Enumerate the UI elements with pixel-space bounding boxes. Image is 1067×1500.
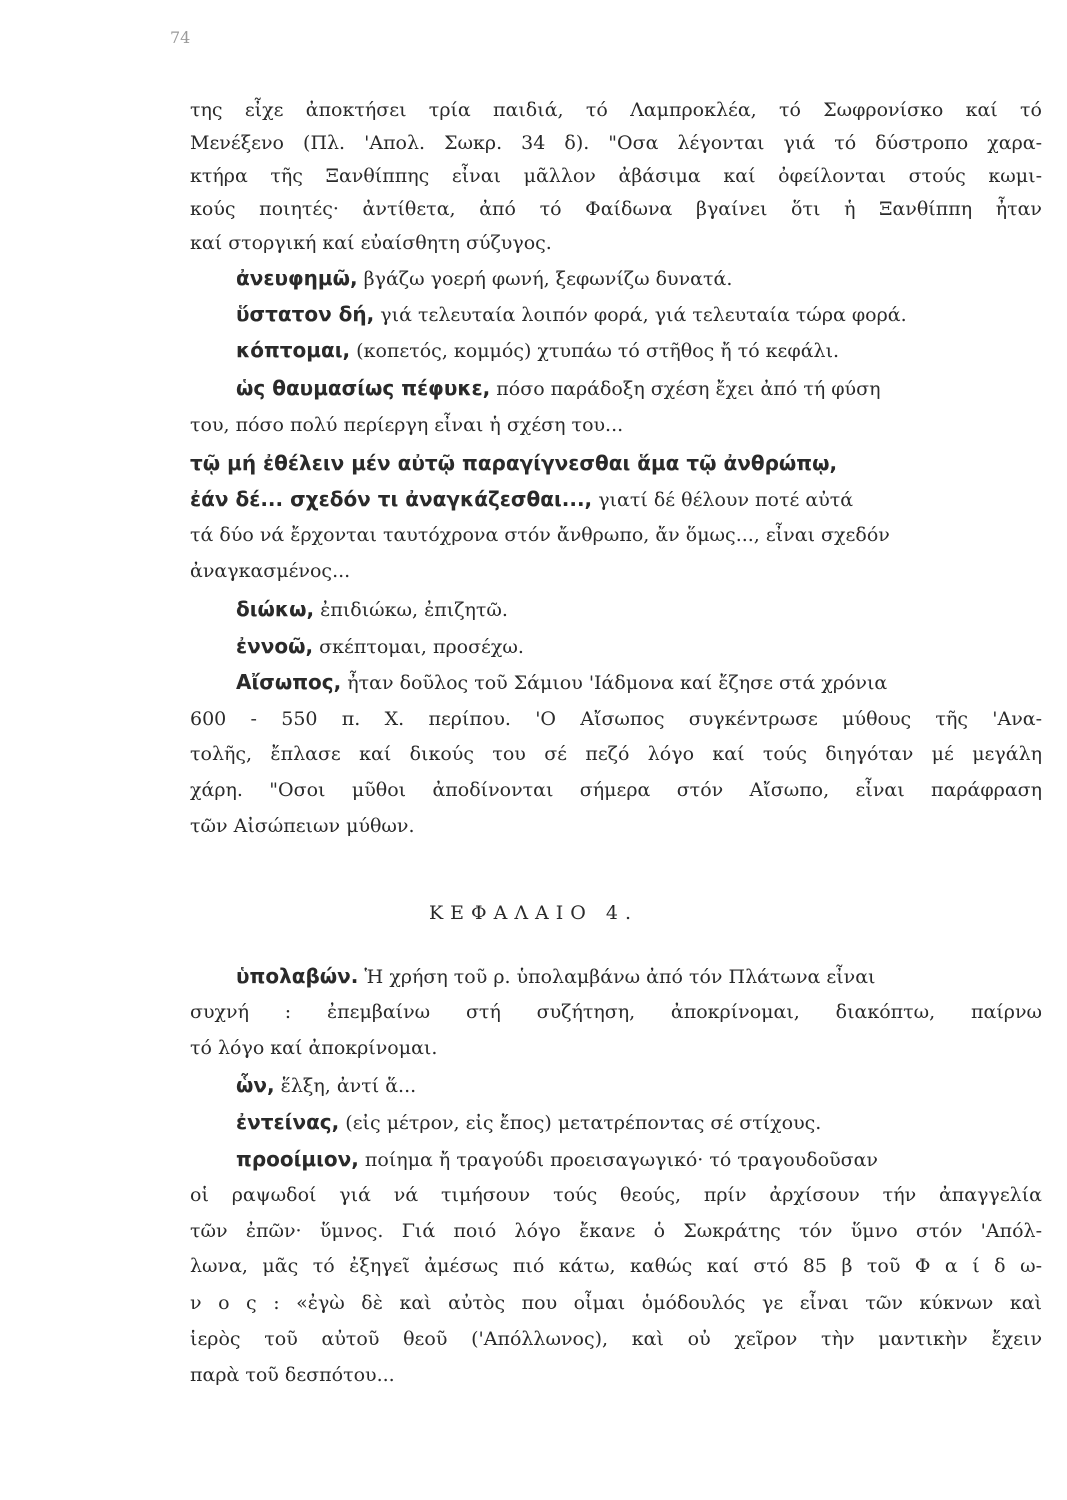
text-line: συχνή : ἐπεμβαίνω στή συζήτηση, ἀποκρίνομαι, διακόπτω, παίρνω	[190, 1001, 1042, 1023]
glossary-definition: (κοπετός, κομμός) χτυπάω τό στῆθος ἤ τό κεφάλι.	[350, 340, 840, 362]
chapter-heading: ΚΕΦΑΛΑΙΟ 4.	[428, 902, 639, 924]
glossary-term: ἐννοῶ,	[236, 634, 314, 658]
text-line: κούς ποιητές· ἀντίθετα, ἀπό τό Φαίδωνα βγαίνει ὅτι ἡ Ξανθίππη ἦταν	[190, 198, 1042, 220]
glossary-term: ἐντείνας,	[236, 1110, 340, 1134]
text-line: κτήρα τῆς Ξανθίππης εἶναι μᾶλλον ἀβάσιμα καί ὀφείλονται στούς κωμι-	[190, 165, 1042, 187]
text-line: τῶν ἐπῶν· ὕμνος. Γιά ποιό λόγο ἔκανε ὁ Σωκράτης τόν ὕμνο στόν 'Απόλ-	[190, 1220, 1042, 1242]
glossary-entry	[236, 597, 508, 622]
glossary-entry	[236, 964, 876, 989]
text-line: τῶν Αἰσώπειων μύθων.	[190, 815, 415, 837]
glossary-entry	[236, 634, 524, 659]
glossary-definition: βγάζω γοερή φωνή, ξεφωνίζω δυνατά.	[357, 268, 733, 290]
glossary-term: ὡς θαυμασίως πέφυκε,	[236, 376, 491, 400]
text-line: ἱερὸς τοῦ αὐτοῦ θεοῦ ('Απόλλωνος), καὶ οὐ χεῖρον τὴν μαντικὴν ἔχειν	[190, 1328, 1042, 1350]
glossary-definition: ποίημα ἤ τραγούδι προεισαγωγικό· τό τραγουδοῦσαν	[358, 1149, 878, 1171]
glossary-term: προοίμιον,	[236, 1147, 359, 1171]
text-line: 600 - 550 π. Χ. περίπου. 'Ο Αἴσωπος συγκέντρωσε μύθους τῆς 'Ανα-	[190, 708, 1042, 730]
text-line: ν ο ς : «ἐγὼ δὲ καὶ αὐτὸς που οἶμαι ὁμόδουλός γε εἶναι τῶν κύκνων καὶ	[190, 1292, 1042, 1314]
glossary-definition: πόσο παράδοξη σχέση ἔχει ἀπό τή φύση	[490, 378, 881, 400]
glossary-definition: γιατί δέ θέλουν ποτέ αὐτά	[592, 489, 854, 511]
text-line: της εἶχε ἀποκτήσει τρία παιδιά, τό Λαμπροκλέα, τό Σωφρονίσκο καί τό	[190, 99, 1042, 121]
glossary-definition: ἕλξη, ἀντί ἅ...	[274, 1075, 417, 1097]
glossary-term: ὑπολαβών.	[236, 964, 359, 988]
text-line: παρὰ τοῦ δεσπότου...	[190, 1364, 395, 1386]
glossary-definition: (εἰς μέτρον, εἰς ἔπος) μετατρέποντας σέ στίχους.	[339, 1112, 822, 1134]
text-line: χάρη. "Οσοι μῦθοι ἀποδίνονται σήμερα στόν Αἴσωπο, εἶναι παράφραση	[190, 779, 1042, 801]
text-line: τό λόγο καί ἀποκρίνομαι.	[190, 1037, 438, 1059]
glossary-definition: ἦταν δοῦλος τοῦ Σάμιου 'Ιάδμονα καί ἔζησε στά χρόνια	[341, 672, 888, 694]
text-line: οἱ ραψωδοί γιά νά τιμήσουν τούς θεούς, πρίν ἀρχίσουν τήν ἀπαγγελία	[190, 1184, 1042, 1206]
text-line: ἀναγκασμένος...	[190, 560, 351, 582]
text-line: τά δύο νά ἔρχονται ταυτόχρονα στόν ἄνθρωπο, ἄν ὅμως..., εἶναι σχεδόν	[190, 524, 890, 546]
glossary-term: Αἴσωπος,	[236, 670, 342, 694]
glossary-entry	[236, 1147, 878, 1172]
glossary-term: διώκω,	[236, 597, 315, 621]
glossary-term: κόπτομαι,	[236, 338, 351, 362]
glossary-entry	[236, 1073, 416, 1098]
glossary-term: ὕστατον δή,	[236, 302, 375, 326]
glossary-entry	[236, 376, 880, 401]
glossary-entry	[236, 1110, 821, 1135]
glossary-term: ἐάν δέ... σχεδόν τι ἀναγκάζεσθαι...,	[190, 487, 593, 511]
glossary-entry	[236, 338, 839, 363]
text-line: τολῆς, ἔπλασε καί δικούς του σέ πεζό λόγο καί τούς διηγόταν μέ μεγάλη	[190, 743, 1042, 765]
text-line: καί στοργική καί εὐαίσθητη σύζυγος.	[190, 232, 552, 254]
glossary-definition: σκέπτομαι, προσέχω.	[313, 636, 524, 658]
text-line: λωνα, μᾶς τό ἐξηγεῖ ἀμέσως πιό κάτω, καθώς καί στό 85 β τοῦ Φ α ί δ ω-	[190, 1255, 1042, 1277]
glossary-entry	[190, 487, 853, 512]
glossary-entry	[236, 302, 907, 327]
glossary-term: ἀνευφημῶ,	[236, 266, 358, 290]
text-line: του, πόσο πολύ περίεργη εἶναι ἡ σχέση του...	[190, 414, 624, 436]
text-line: Μενέξενο (Πλ. 'Απολ. Σωκρ. 34 δ). "Οσα λέγονται γιά τό δύστροπο χαρα-	[190, 132, 1042, 154]
glossary-entry	[236, 670, 887, 695]
glossary-term-line: τῷ μή ἐθέλειν μέν αὐτῷ παραγίγνεσθαι ἅμα τῷ ἀνθρώπῳ,	[190, 451, 838, 475]
glossary-entry	[236, 266, 732, 291]
page-number: 74	[170, 28, 191, 47]
glossary-definition: ἐπιδιώκω, ἐπιζητῶ.	[314, 599, 508, 621]
glossary-term: ὧν,	[236, 1073, 275, 1097]
glossary-definition: γιά τελευταία λοιπόν φορά, γιά τελευταία τώρα φορά.	[374, 304, 907, 326]
glossary-definition: Ἡ χρήση τοῦ ρ. ὑπολαμβάνω ἀπό τόν Πλάτωνα εἶναι	[358, 966, 876, 988]
